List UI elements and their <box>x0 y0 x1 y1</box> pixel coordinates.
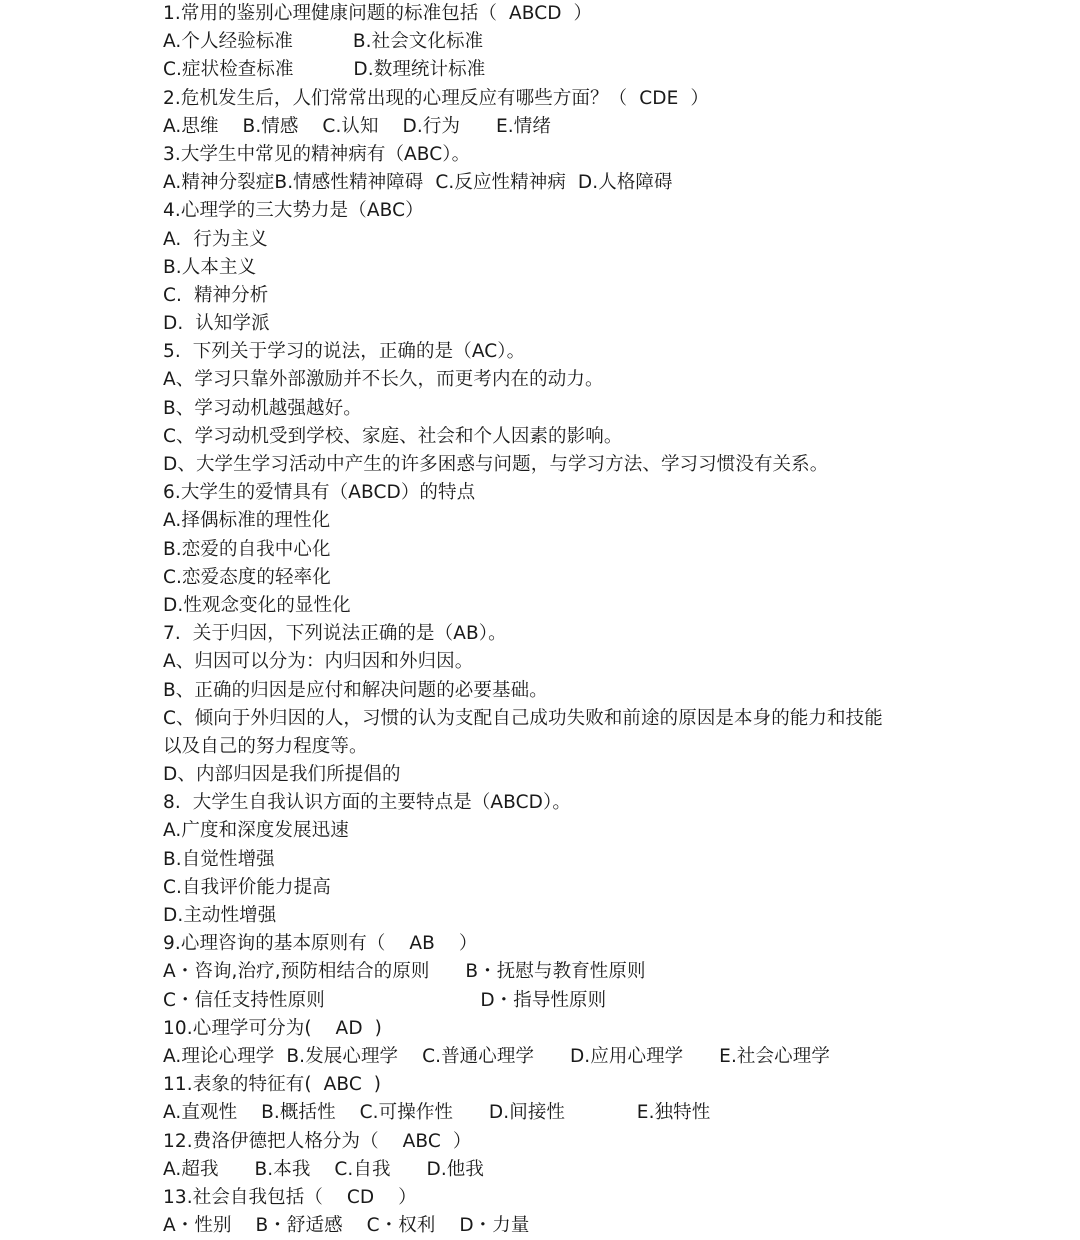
question-2: 2.危机发生后，人们常常出现的心理反应有哪些方面？（ CDE ） <box>163 87 709 109</box>
question-4: 4.心理学的三大势力是（ABC） <box>163 200 424 222</box>
question-3-options: A.精神分裂症B.情感性精神障碍 C.反应性精神病 D.人格障碍 <box>163 172 673 194</box>
question-1-options-row-2: C.症状检查标准 D.数理统计标准 <box>163 59 486 81</box>
question-4-option-d: D. 认知学派 <box>163 313 270 335</box>
question-10: 10.心理学可分为( AD ) <box>163 1017 382 1039</box>
question-5: 5. 下列关于学习的说法，正确的是（AC）。 <box>163 341 526 363</box>
question-9-options-row-2: C・信任支持性原则 D・指导性原则 <box>163 989 607 1011</box>
question-1-options-row-1: A.个人经验标准 B.社会文化标准 <box>163 31 484 53</box>
question-4-option-a: A. 行为主义 <box>163 228 268 250</box>
question-11-options: A.直观性 B.概括性 C.可操作性 D.间接性 E.独特性 <box>163 1102 711 1124</box>
question-8-option-d: D.主动性增强 <box>163 905 277 926</box>
question-5-option-d: D、大学生学习活动中产生的许多困惑与问题，与学习方法、学习习惯没有关系。 <box>163 454 829 475</box>
question-12: 12.费洛伊德把人格分为（ ABC ） <box>163 1130 472 1152</box>
question-8: 8. 大学生自我认识方面的主要特点是（ABCD）。 <box>163 792 571 814</box>
question-13-options: A・性别 B・舒适感 C・权利 D・力量 <box>163 1215 530 1237</box>
question-3: 3.大学生中常见的精神病有（ABC）。 <box>163 143 471 165</box>
question-7-option-b: B、正确的归因是应付和解决问题的必要基础。 <box>163 679 548 701</box>
question-8-option-c: C.自我评价能力提高 <box>163 876 331 898</box>
question-12-options: A.超我 B.本我 C.自我 D.他我 <box>163 1158 484 1180</box>
question-8-option-a: A.广度和深度发展迅速 <box>163 820 349 842</box>
question-9-options-row-1: A・咨询,治疗,预防相结合的原则 B・抚慰与教育性原则 <box>163 961 646 983</box>
question-4-option-c: C. 精神分析 <box>163 284 269 306</box>
question-9: 9.心理咨询的基本原则有（ AB ） <box>163 933 478 955</box>
question-5-option-a: A、学习只靠外部激励并不长久，而更考内在的动力。 <box>163 369 604 391</box>
question-7-option-d: D、内部归因是我们所提倡的 <box>163 764 401 786</box>
question-13: 13.社会自我包括（ CD ） <box>163 1186 417 1208</box>
question-6: 6.大学生的爱情具有（ABCD）的特点 <box>163 482 476 504</box>
question-8-option-b: B.自觉性增强 <box>163 848 275 870</box>
question-list <box>163 0 1063 1240</box>
question-5-option-c: C、学习动机受到学校、家庭、社会和个人因素的影响。 <box>163 425 623 447</box>
question-11: 11.表象的特征有( ABC ) <box>163 1074 382 1096</box>
question-6-option-c: C.恋爱态度的轻率化 <box>163 566 331 588</box>
question-7-option-c-continued: 以及自己的努力程度等。 <box>163 735 368 757</box>
question-4-option-b: B.人本主义 <box>163 256 257 278</box>
question-2-options: A.思维 B.情感 C.认知 D.行为 E.情绪 <box>163 115 551 137</box>
question-5-option-b: B、学习动机越强越好。 <box>163 397 362 419</box>
question-6-option-d: D.性观念变化的显性化 <box>163 594 351 616</box>
question-7: 7. 关于归因，下列说法正确的是（AB）。 <box>163 623 507 645</box>
question-6-option-a: A.择偶标准的理性化 <box>163 510 331 532</box>
question-1: 1.常用的鉴别心理健康问题的标准包括（ ABCD ） <box>163 3 593 24</box>
question-10-options: A.理论心理学 B.发展心理学 C.普通心理学 D.应用心理学 E.社会心理学 <box>163 1045 830 1067</box>
question-6-option-b: B.恋爱的自我中心化 <box>163 538 331 560</box>
question-7-option-c: C、倾向于外归因的人，习惯的认为支配自己成功失败和前途的原因是本身的能力和技能 <box>163 707 883 729</box>
question-7-option-a: A、归因可以分为：内归因和外归因。 <box>163 651 474 673</box>
